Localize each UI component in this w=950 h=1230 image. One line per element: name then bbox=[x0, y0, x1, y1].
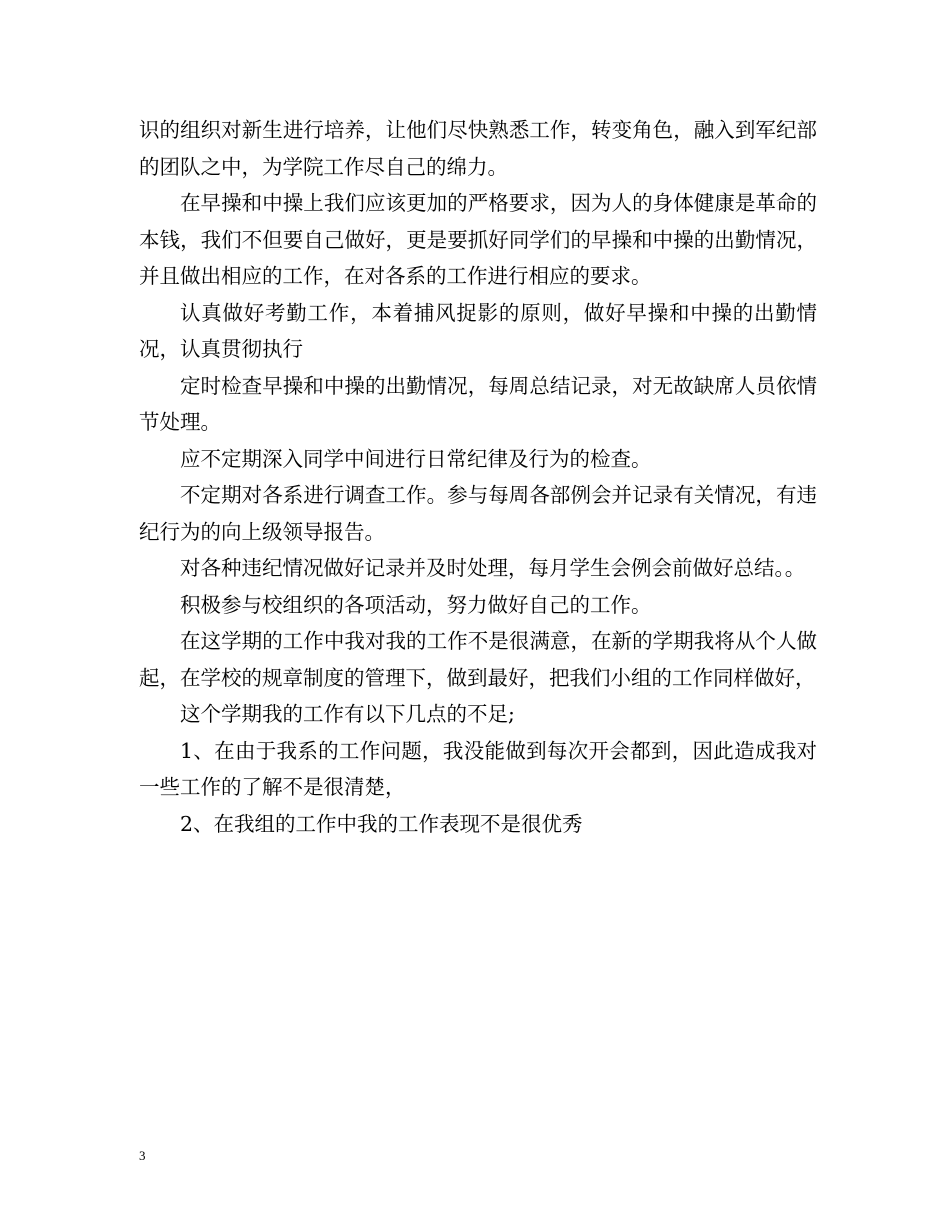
paragraph-1: 识的组织对新生进行培养，让他们尽快熟悉工作，转变角色，融入到军纪部的团队之中，为学院工作尽自己的绵力。 bbox=[139, 118, 817, 179]
paragraph-3: 认真做好考勤工作，本着捕风捉影的原则，做好早操和中操的出勤情况，认真贯彻执行 bbox=[139, 300, 817, 361]
page-number: 3 bbox=[139, 1148, 146, 1163]
paragraph-5: 应不定期深入同学中间进行日常纪律及行为的检查。 bbox=[180, 446, 652, 471]
paragraph-8: 积极参与校组织的各项活动，努力做好自己的工作。 bbox=[180, 592, 652, 617]
paragraph-10: 这个学期我的工作有以下几点的不足; bbox=[180, 702, 515, 726]
document-body bbox=[139, 112, 817, 842]
paragraph-12: 2、在我组的工作中我的工作表现不是很优秀 bbox=[180, 811, 583, 836]
paragraph-9: 在这学期的工作中我对我的工作不是很满意，在新的学期我将从个人做起，在学校的规章制度的管理下，做到最好，把我们小组的工作同样做好， bbox=[139, 629, 817, 690]
paragraph-4: 定时检查早操和中操的出勤情况，每周总结记录，对无故缺席人员依情节处理。 bbox=[139, 373, 817, 434]
paragraph-2: 在早操和中操上我们应该更加的严格要求，因为人的身体健康是革命的本钱，我们不但要自己做好，更是要抓好同学们的早操和中操的出勤情况，并且做出相应的工作，在对各系的工作进行相应的要求。 bbox=[139, 191, 817, 288]
paragraph-11: 1、在由于我系的工作问题，我没能做到每次开会都到，因此造成我对一些工作的了解不是很清楚， bbox=[139, 738, 817, 799]
paragraph-6: 不定期对各系进行调查工作。参与每周各部例会并记录有关情况，有违纪行为的向上级领导报告。 bbox=[139, 483, 817, 544]
paragraph-7: 对各种违纪情况做好记录并及时处理，每月学生会例会前做好总结。。 bbox=[180, 556, 806, 580]
